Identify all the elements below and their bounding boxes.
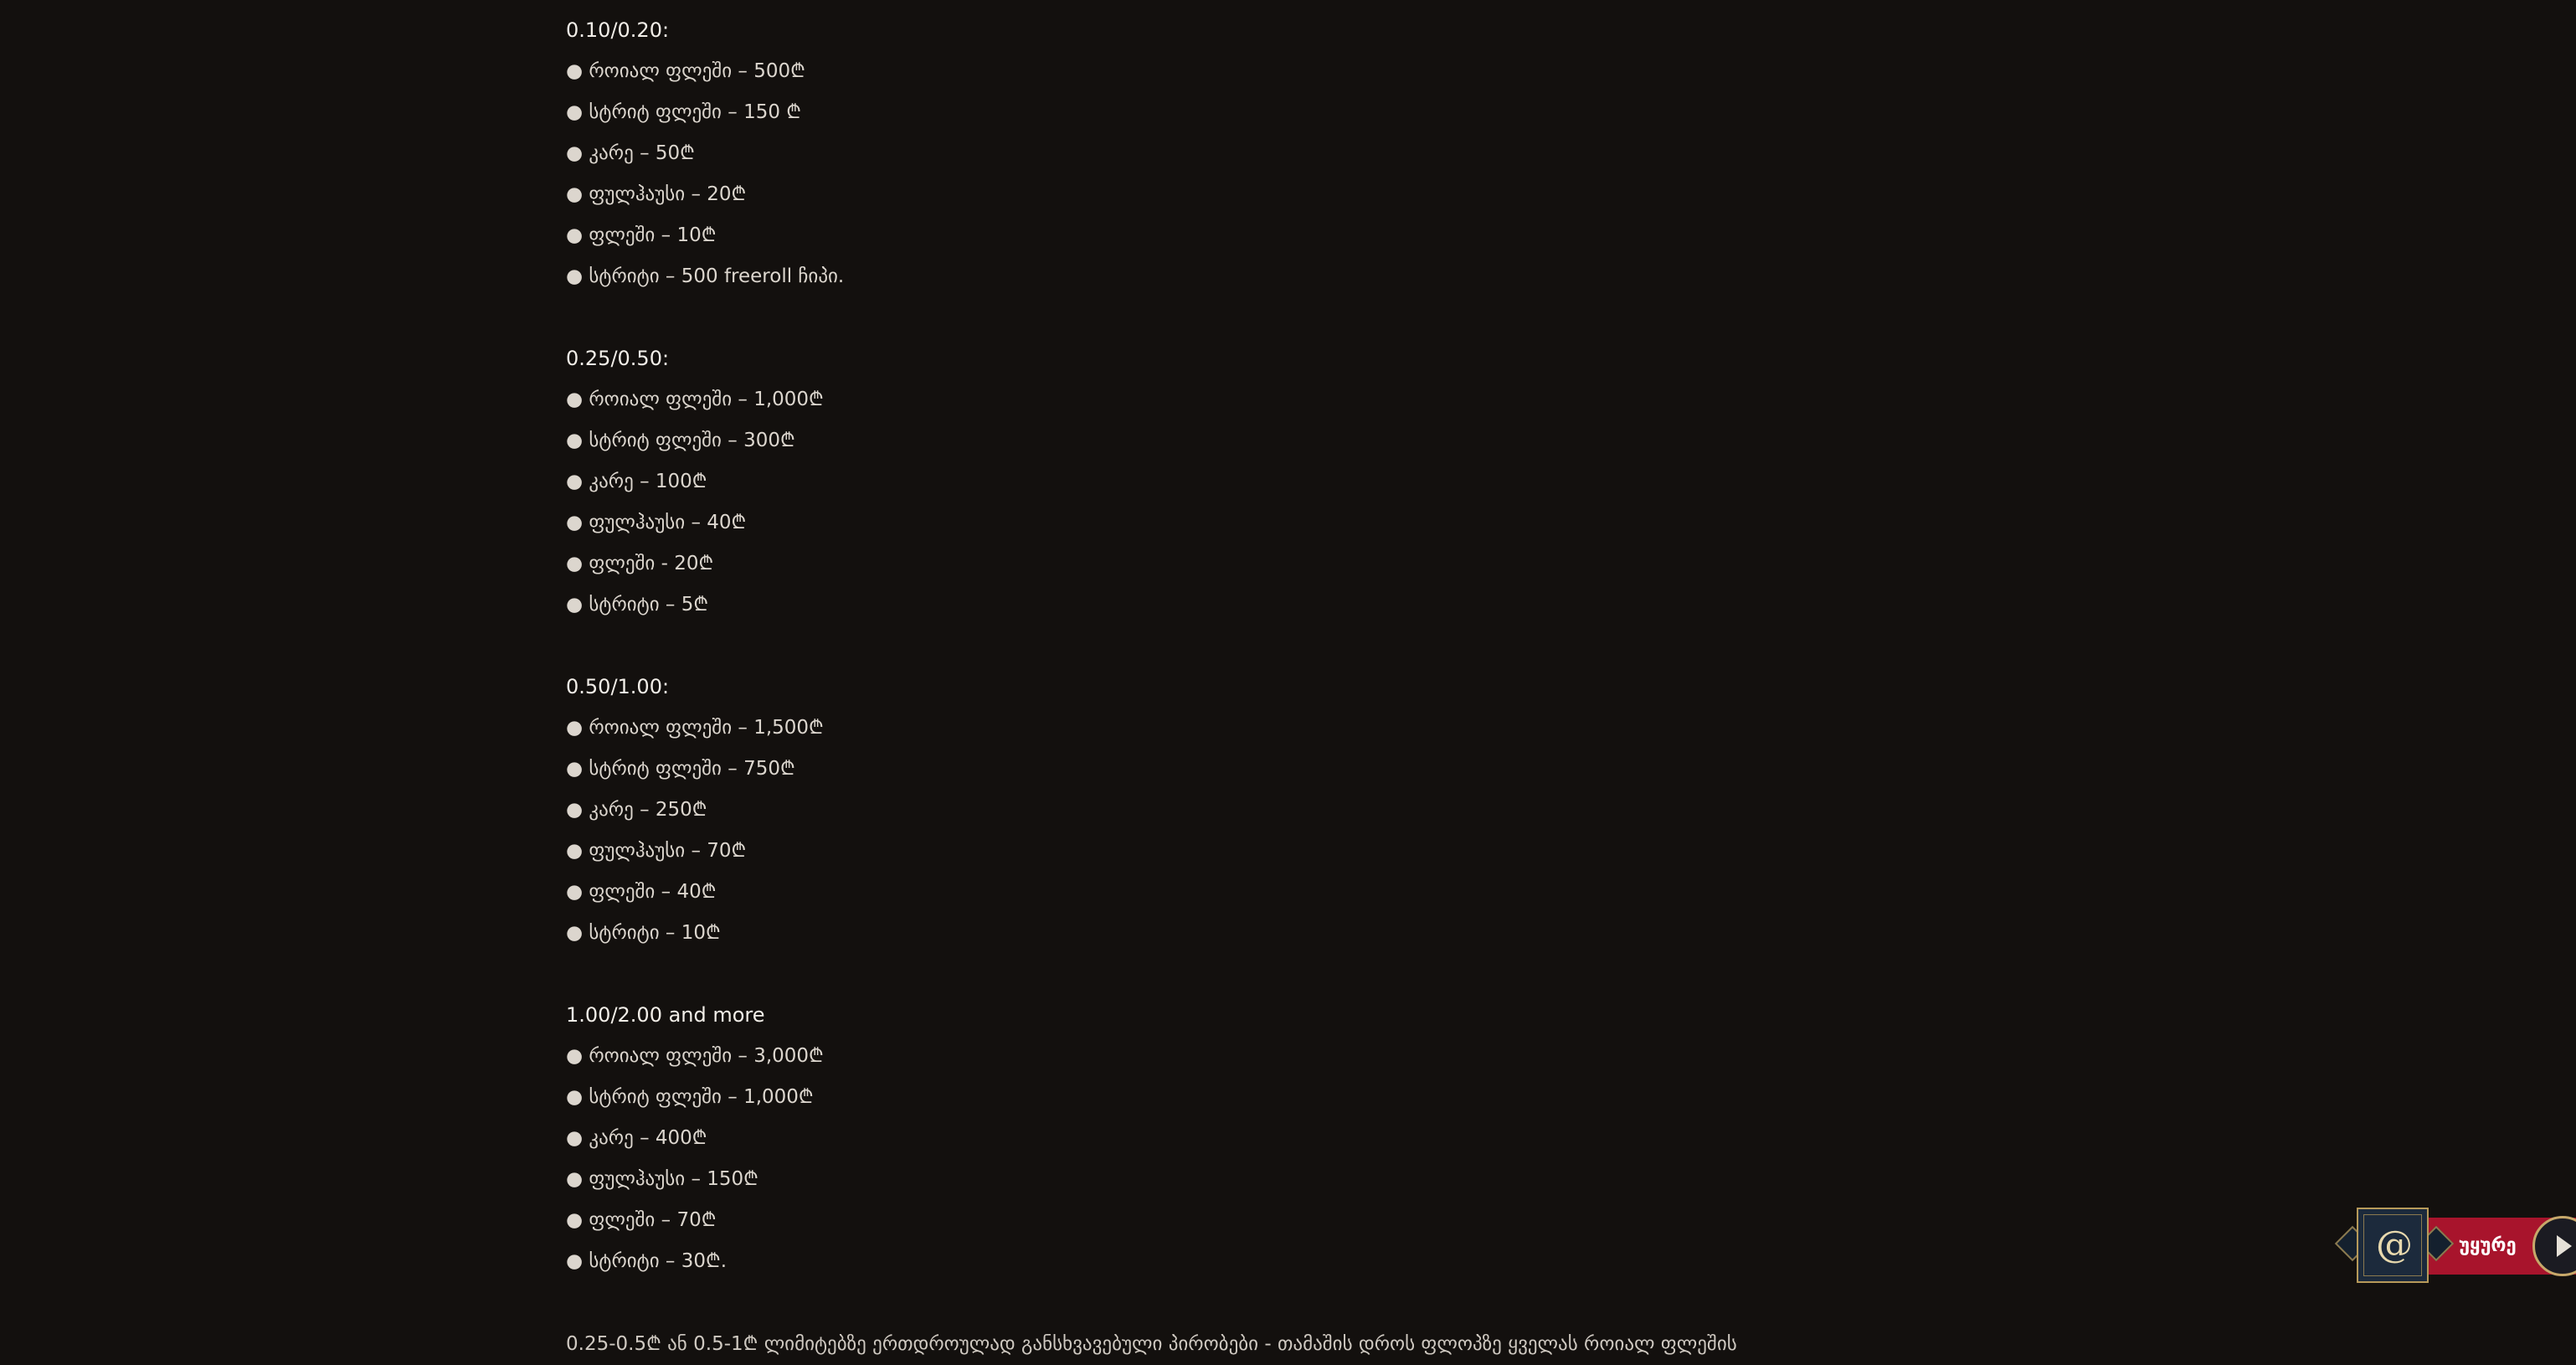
prize-line: ● როიალ ფლეში – 3,000₾ bbox=[566, 1045, 824, 1067]
watch-label[interactable]: უყურე bbox=[2459, 1235, 2517, 1256]
prize-line: ● სტრიტი – 5₾ bbox=[566, 594, 709, 616]
prize-line: ● სტრიტი – 500 freeroll ჩიპი. bbox=[566, 265, 845, 287]
prize-line: ● ფულჰაუსი – 20₾ bbox=[566, 183, 747, 205]
prize-line: ● კარე – 100₾ bbox=[566, 471, 707, 492]
prize-line: ● სტრიტ ფლეში – 150 ₾ bbox=[566, 101, 802, 123]
stake-group-1 bbox=[566, 338, 1822, 626]
prize-line: ● ფულჰაუსი – 40₾ bbox=[566, 512, 747, 533]
prize-line: ● სტრიტ ფლეში – 750₾ bbox=[566, 758, 795, 780]
stake-group-3 bbox=[566, 995, 1822, 1282]
stake-group-2 bbox=[566, 667, 1822, 954]
prize-line: ● ფლეში – 40₾ bbox=[566, 881, 717, 903]
prize-line: ● ფლეში – 10₾ bbox=[566, 224, 717, 246]
prize-line: ● სტრიტ ფლეში – 1,000₾ bbox=[566, 1086, 814, 1108]
footer-paragraph: 0.25-0.5₾ ან 0.5-1₾ ლიმიტებზე ერთდროულად განსხვავებული პირობები - თამაშის დროს ფლოპზე ყველას როიალ ფლეშის bbox=[566, 1333, 1737, 1355]
brand-logo-glyph: @ bbox=[2376, 1223, 2413, 1266]
prize-line: ● კარე – 50₾ bbox=[566, 142, 695, 164]
brand-emblem-icon bbox=[2357, 1208, 2429, 1283]
stake-group-title: 0.25/0.50: bbox=[566, 347, 670, 370]
prize-line: ● სტრიტი – 30₾. bbox=[566, 1250, 728, 1272]
stake-group-0 bbox=[566, 10, 1822, 297]
prize-line: ● კარე – 250₾ bbox=[566, 799, 707, 821]
play-icon bbox=[2557, 1235, 2572, 1257]
stake-group-title: 0.50/1.00: bbox=[566, 675, 670, 698]
stake-group-title: 1.00/2.00 and more bbox=[566, 1003, 765, 1027]
watch-widget[interactable] bbox=[2340, 1206, 2576, 1286]
prize-line: ● ფლეში – 70₾ bbox=[566, 1209, 717, 1231]
prize-line: ● კარე – 400₾ bbox=[566, 1127, 707, 1149]
prize-line: ● როიალ ფლეში – 1,000₾ bbox=[566, 389, 824, 410]
promo-content bbox=[566, 10, 1822, 1323]
stake-group-title: 0.10/0.20: bbox=[566, 18, 670, 42]
prize-line: ● ფლეში - 20₾ bbox=[566, 553, 714, 574]
prize-line: ● ფულჰაუსი – 150₾ bbox=[566, 1168, 758, 1190]
prize-line: ● როიალ ფლეში – 1,500₾ bbox=[566, 717, 824, 739]
prize-line: ● ფულჰაუსი – 70₾ bbox=[566, 840, 747, 862]
prize-line: ● სტრიტი – 10₾ bbox=[566, 922, 721, 944]
prize-line: ● როიალ ფლეში – 500₾ bbox=[566, 60, 805, 82]
prize-line: ● სტრიტ ფლეში – 300₾ bbox=[566, 430, 795, 451]
